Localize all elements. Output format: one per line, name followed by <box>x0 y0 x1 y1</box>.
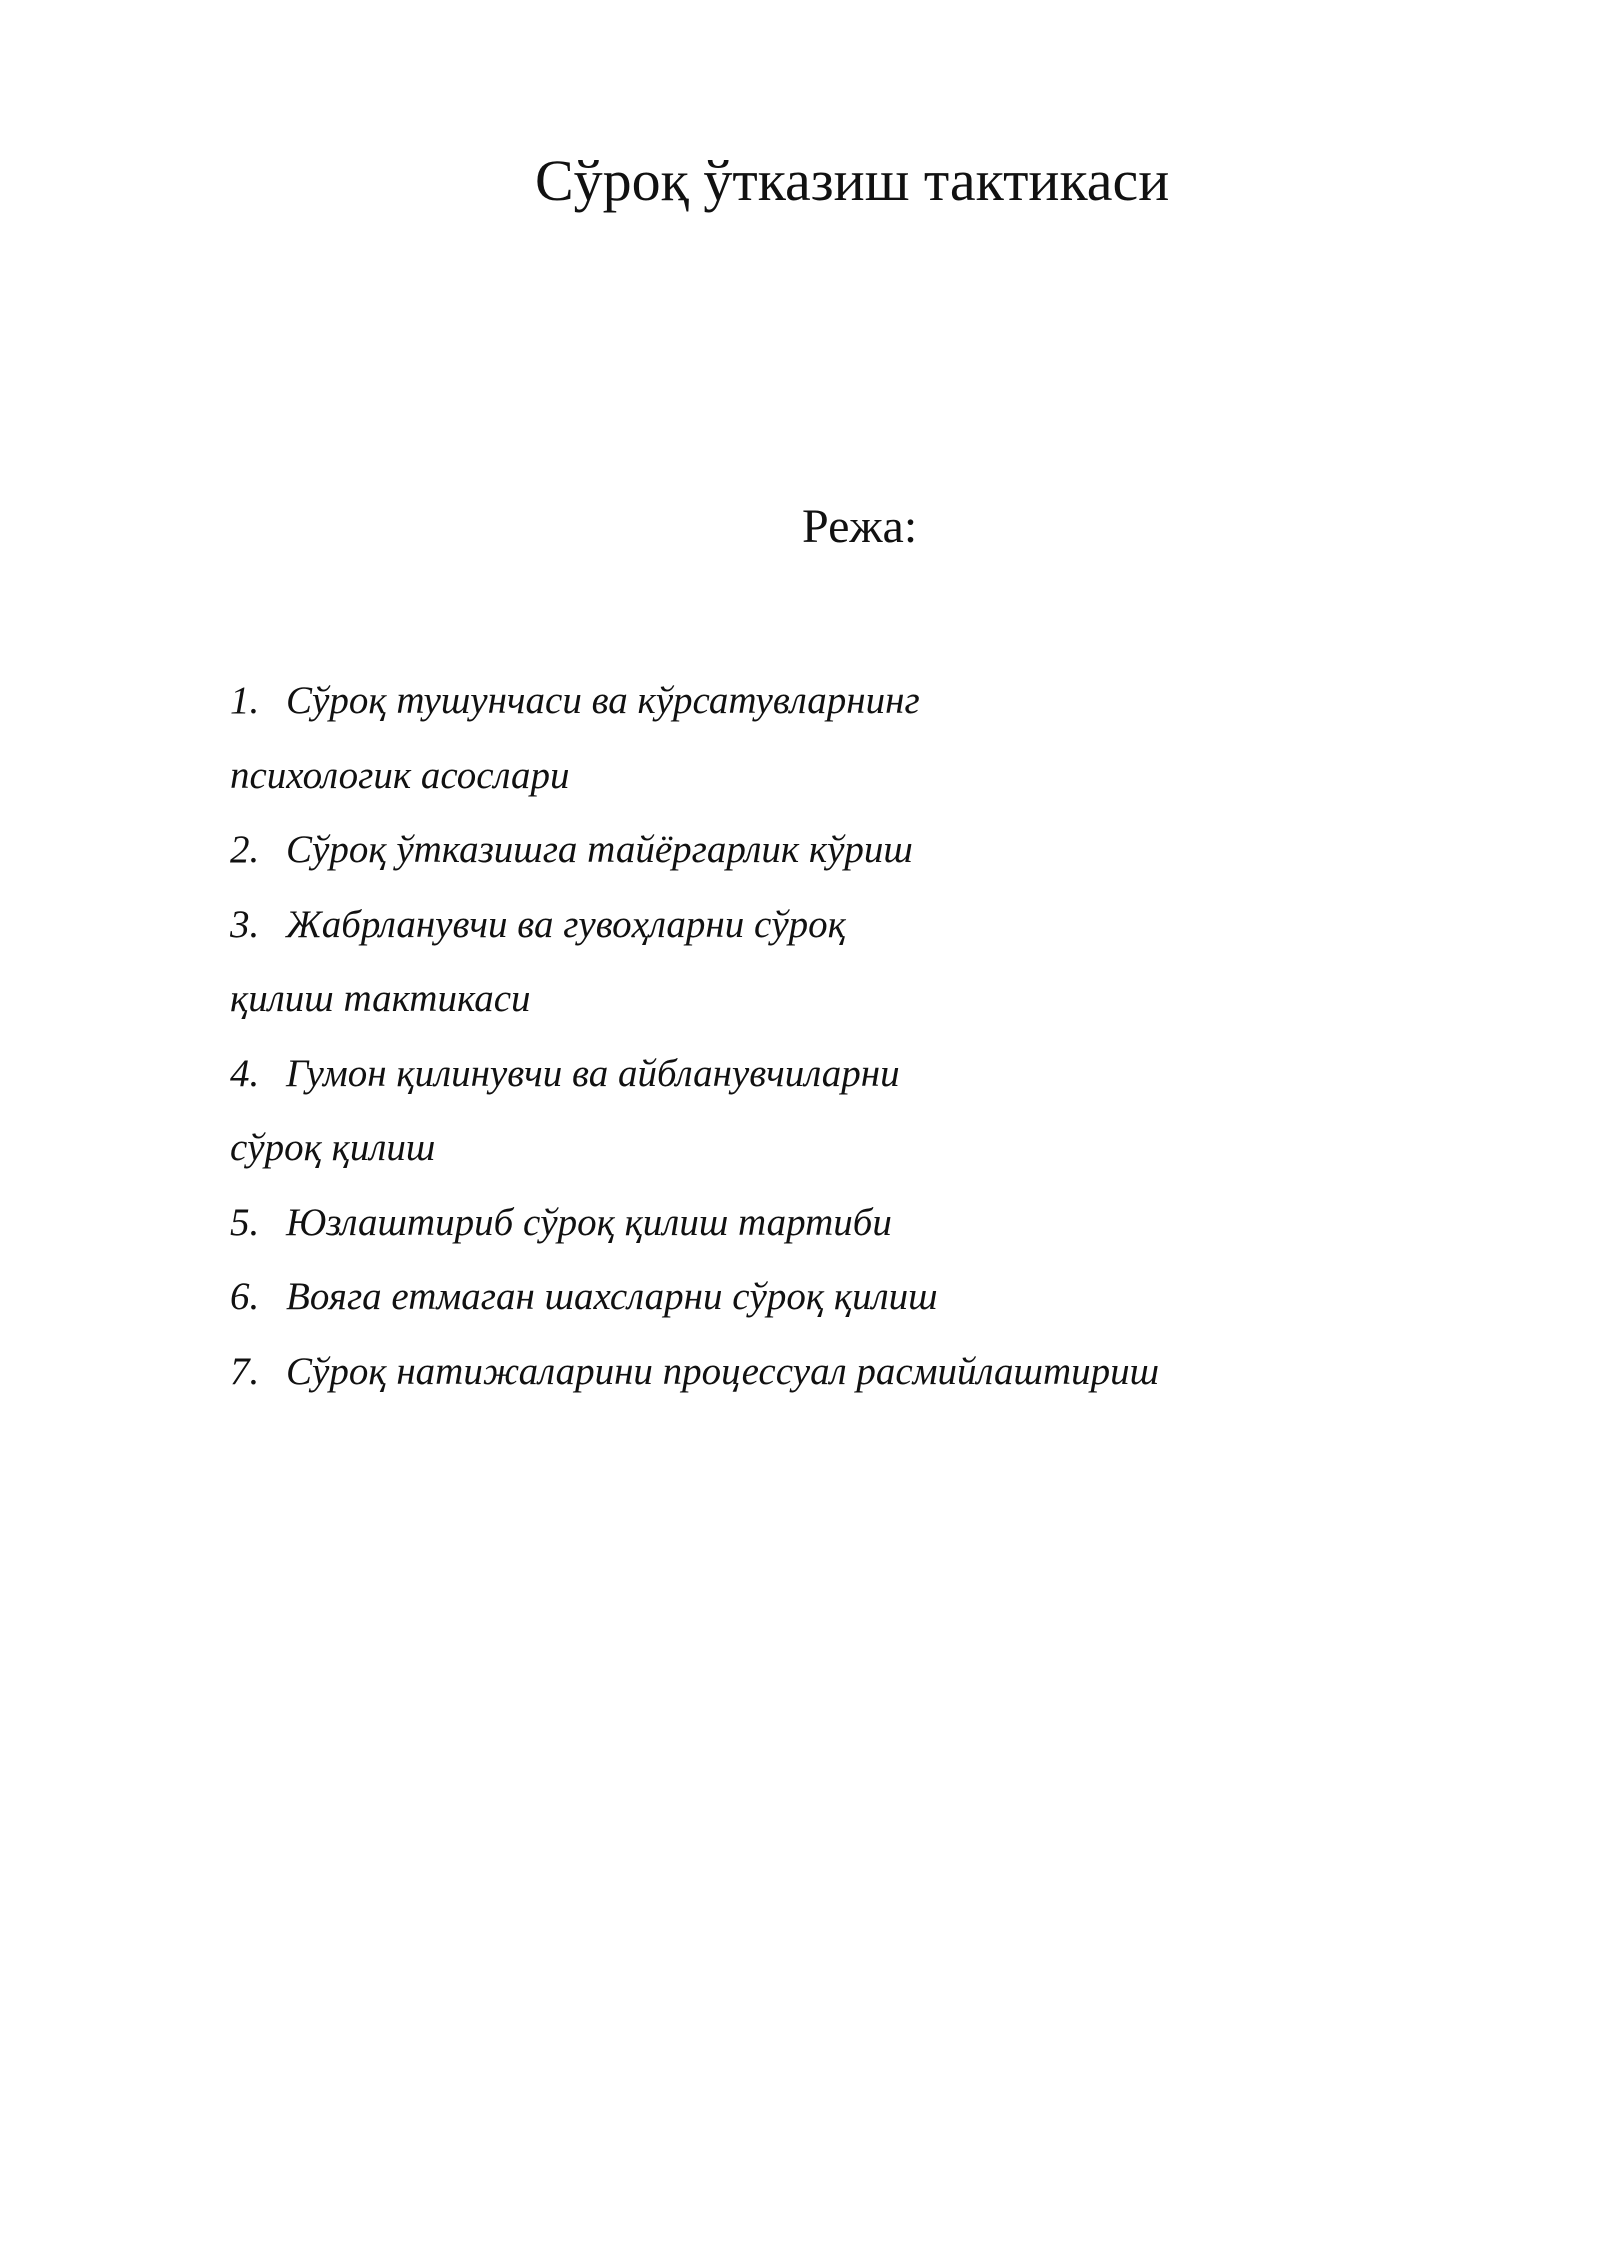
plan-list <box>230 664 1530 1409</box>
plan-item-first-line <box>230 1186 1530 1261</box>
plan-item-first-line <box>230 664 1530 739</box>
plan-item-continuation: қилиш тактикаси <box>230 977 531 1020</box>
plan-item-first-line <box>230 1335 1530 1410</box>
plan-item-text: Сўроқ ўтказишга тайёргарлик кўриш <box>286 828 913 871</box>
plan-item-text: Гумон қилинувчи ва айбланувчиларни <box>286 1051 900 1095</box>
plan-item-6 <box>230 1260 1530 1335</box>
plan-item-first-line <box>230 813 1530 888</box>
plan-item-number: 3. <box>230 902 260 946</box>
plan-item-first-line <box>230 1260 1530 1335</box>
plan-item-first-line <box>230 888 1530 963</box>
plan-item-3 <box>230 888 1530 1037</box>
plan-heading: Режа: <box>802 500 918 553</box>
plan-item-1 <box>230 664 1530 813</box>
plan-item-number: 6. <box>230 1275 260 1318</box>
plan-item-number: 2. <box>230 828 260 871</box>
plan-item-number: 4. <box>230 1051 260 1095</box>
plan-item-first-line <box>230 1037 1530 1112</box>
plan-item-number: 7. <box>230 1349 260 1393</box>
plan-item-number: 5. <box>230 1200 260 1244</box>
plan-item-continuation: сўроқ қилиш <box>230 1126 436 1169</box>
plan-item-4 <box>230 1037 1530 1186</box>
plan-item-number: 1. <box>230 679 260 722</box>
plan-item-2 <box>230 813 1530 888</box>
plan-item-text: Сўроқ натижаларини процессуал расмийлаштириш <box>286 1349 1160 1393</box>
plan-item-5 <box>230 1186 1530 1261</box>
plan-item-text: Жабрланувчи ва гувоҳларни сўроқ <box>286 902 846 946</box>
plan-item-continuation: психологик асослари <box>230 753 570 797</box>
plan-item-text: Юзлаштириб сўроқ қилиш тартиби <box>286 1200 892 1244</box>
plan-item-7 <box>230 1335 1530 1410</box>
plan-item-text: Вояга етмаган шахсларни сўроқ қилиш <box>286 1275 938 1318</box>
plan-item-text: Сўроқ тушунчаси ва кўрсатувларнинг <box>286 679 920 722</box>
document-title: Сўроқ ўтказиш тактикаси <box>535 148 1170 213</box>
